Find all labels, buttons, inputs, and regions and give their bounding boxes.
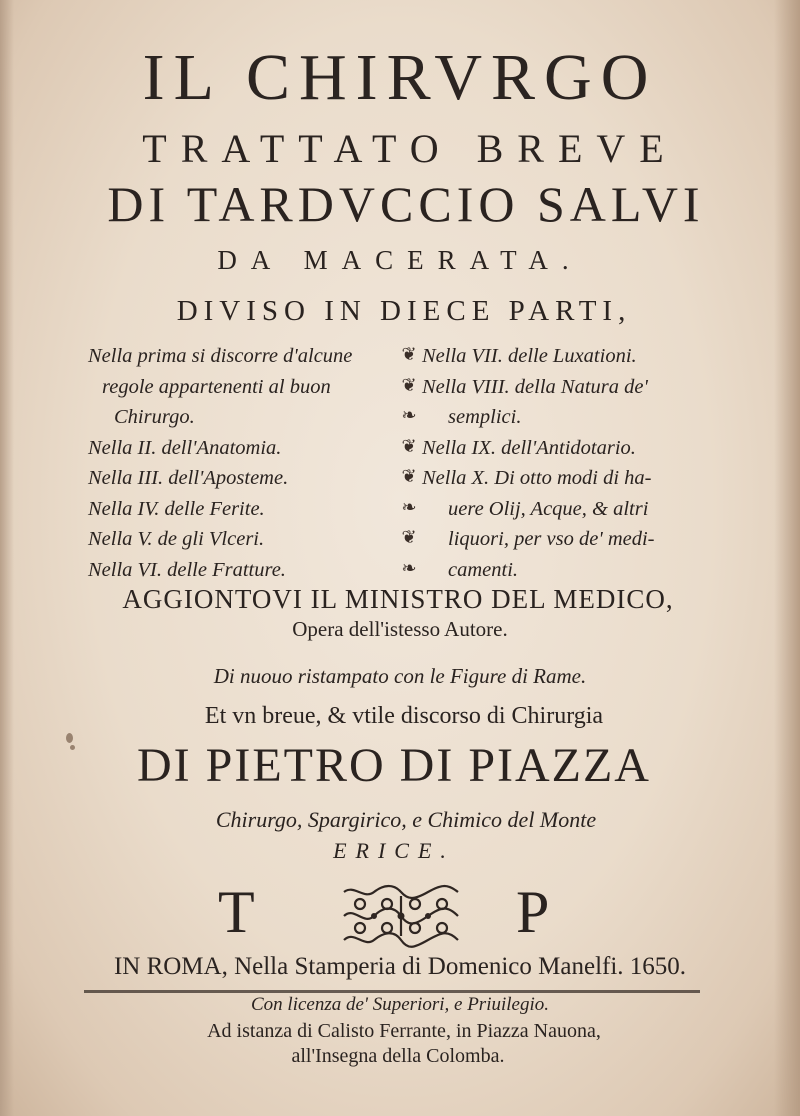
part-item: Nella prima si discorre d'alcune: [88, 345, 353, 367]
part-item: Nella X. Di otto modi di ha-: [422, 467, 652, 489]
parts-left-column: [88, 341, 352, 585]
initial-right: P: [516, 879, 550, 945]
floral-ornament-icon: [340, 884, 462, 948]
ink-stain: [66, 733, 73, 743]
book-subtitle: TRATTATO BREVE: [142, 126, 678, 171]
brace-ornaments: [398, 344, 420, 588]
book-title: IL CHIRVRGO: [142, 41, 658, 114]
part-item: uere Olij, Acque, & altri: [448, 497, 649, 520]
part-item: Chirurgo.: [114, 406, 195, 428]
part-item: Nella III. dell'Aposteme.: [88, 467, 289, 489]
part-item: Nella VII. delle Luxationi.: [422, 345, 637, 367]
brace-icon: ❧: [401, 405, 417, 426]
addition-line: AGGIONTOVI IL MINISTRO DEL MEDICO,: [122, 584, 674, 614]
part-item: Nella IV. delle Ferite.: [88, 497, 265, 520]
part-item: semplici.: [448, 406, 522, 428]
brace-icon: ❦: [401, 435, 417, 457]
brace-icon: ❦: [401, 527, 417, 548]
ink-stain: [70, 745, 75, 750]
origin-line: DA MACERATA.: [217, 245, 583, 275]
part-item: liquori, per vso de' medi-: [448, 528, 655, 550]
part-item: Nella II. dell'Anatomia.: [88, 436, 282, 459]
part-item: Nella V. de gli Vlceri.: [88, 528, 265, 550]
division-line: DIVISO IN DIECE PARTI,: [176, 295, 632, 327]
divider-rule: [84, 990, 700, 993]
imprint-line: IN ROMA, Nella Stamperia di Domenico Manelfi. 1650.: [113, 953, 687, 980]
parts-right-column: [422, 341, 655, 585]
brace-icon: ❧: [401, 496, 417, 518]
part-item: Nella VI. delle Fratture.: [88, 558, 286, 581]
reprint-line: Di nuouo ristampato con le Figure di Rame.: [213, 664, 587, 688]
license-line: Con licenza de' Superiori, e Priuilegio.: [251, 994, 549, 1015]
initial-left: T: [218, 879, 255, 945]
sign-line: all'Insegna della Colomba.: [291, 1045, 505, 1067]
part-item: Nella IX. dell'Antidotario.: [422, 436, 636, 459]
second-author-role: Chirurgo, Spargirico, e Chimico del Monte: [215, 807, 597, 832]
part-item: regole appartenenti al buon: [102, 375, 331, 398]
brace-icon: ❦: [401, 344, 417, 365]
brace-icon: ❦: [401, 374, 417, 396]
part-item: camenti.: [448, 558, 519, 581]
second-author-line: DI PIETRO DI PIAZZA: [137, 739, 651, 792]
part-item: Nella VIII. della Natura de': [422, 375, 648, 398]
author-line: DI TARDVCCIO SALVI: [107, 176, 705, 232]
brace-icon: ❦: [401, 466, 417, 487]
brace-icon: ❧: [401, 557, 417, 579]
instance-line: Ad istanza di Calisto Ferrante, in Piazza Nauona,: [207, 1020, 601, 1042]
second-author-place: ERICE.: [333, 838, 455, 863]
addition-subline: Opera dell'istesso Autore.: [292, 617, 508, 641]
discourse-line: Et vn breue, & vtile discorso di Chirurgia: [204, 703, 604, 729]
